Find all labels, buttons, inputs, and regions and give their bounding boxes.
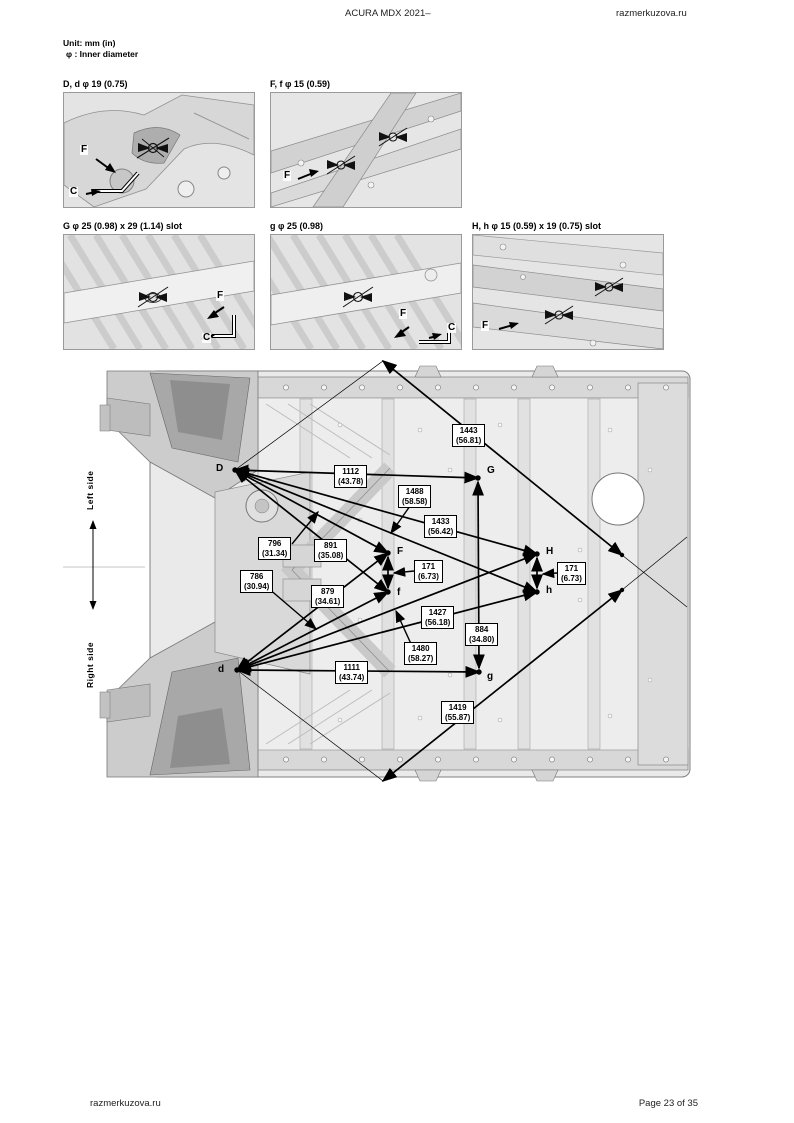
measurement-in: (43.74) xyxy=(339,672,365,682)
callout-F: F xyxy=(400,308,407,319)
left-side-label: Left side xyxy=(85,470,95,510)
detail-image-g xyxy=(270,234,462,350)
measurement-mm: 879 xyxy=(321,587,335,596)
measurement-mm: 1488 xyxy=(405,487,424,496)
measurement-mm: 1443 xyxy=(459,426,478,435)
detail-art-Dd xyxy=(64,93,254,207)
panel-title-Ff: F, f φ 15 (0.59) xyxy=(270,79,330,89)
units-line1: Unit: mm (in) xyxy=(63,38,116,48)
page-title: ACURA MDX 2021– xyxy=(345,8,431,19)
measurement-mm: 171 xyxy=(564,564,579,573)
units-line2: φ : Inner diameter xyxy=(66,48,139,59)
point-label-G: G xyxy=(487,465,495,476)
measurement-label xyxy=(311,585,344,608)
callout-F: F xyxy=(482,320,489,331)
measurement-in: (43.78) xyxy=(338,476,364,486)
measurement-mm: 891 xyxy=(324,541,338,550)
measurement-in: (34.80) xyxy=(469,634,495,644)
panel-title-g: g φ 25 (0.98) xyxy=(270,221,323,231)
measurement-in: (55.87) xyxy=(445,712,471,722)
measurement-label xyxy=(335,661,368,684)
measurement-mm: 1112 xyxy=(342,467,360,476)
point-label-g: g xyxy=(487,671,494,682)
page-number: Page 23 of 35 xyxy=(638,1098,698,1109)
callout-C: C xyxy=(203,332,211,343)
callout-C: C xyxy=(70,186,78,197)
measurement-in: (56.81) xyxy=(456,435,482,445)
measurement-label xyxy=(414,560,443,583)
callout-C: C xyxy=(448,322,456,333)
callout-F: F xyxy=(81,144,88,155)
measurement-in: (34.61) xyxy=(315,596,341,606)
panel-title-Hh: H, h φ 15 (0.59) x 19 (0.75) slot xyxy=(472,221,601,231)
site-link-footer[interactable]: razmerkuzova.ru xyxy=(90,1098,161,1109)
measurement-label xyxy=(258,537,291,560)
measurement-in: (35.08) xyxy=(318,550,344,560)
right-side-label: Right side xyxy=(85,641,95,688)
site-link-header[interactable]: razmerkuzova.ru xyxy=(616,8,687,19)
measurement-in: (6.73) xyxy=(561,573,582,583)
measurement-label xyxy=(557,562,586,585)
panel-title-G: G φ 25 (0.98) x 29 (1.14) slot xyxy=(63,221,182,231)
measurement-in: (56.42) xyxy=(428,526,454,536)
measurement-mm: 1427 xyxy=(428,608,447,617)
measurement-label xyxy=(334,465,367,488)
detail-image-Ff xyxy=(270,92,462,208)
point-label-f: f xyxy=(397,587,401,598)
measurement-in: (58.58) xyxy=(402,496,428,506)
measurement-label xyxy=(314,539,347,562)
measurement-label xyxy=(441,701,474,724)
point-label-d: d xyxy=(218,664,225,675)
measurement-mm: 171 xyxy=(421,562,436,571)
measurement-label xyxy=(465,623,498,646)
measurement-mm: 884 xyxy=(475,625,489,634)
detail-image-G xyxy=(63,234,255,350)
underbody-diagram xyxy=(0,352,794,792)
measurement-mm: 1480 xyxy=(411,644,430,653)
detail-image-Dd xyxy=(63,92,255,208)
measurement-in: (56.18) xyxy=(425,617,451,627)
measurement-mm: 786 xyxy=(250,572,264,581)
measurement-mm: 1111 xyxy=(343,663,360,672)
measurement-in: (31.34) xyxy=(262,548,288,558)
detail-image-Hh xyxy=(472,234,664,350)
measurement-label xyxy=(424,515,457,538)
side-axis-arrow xyxy=(63,521,145,609)
measurement-label xyxy=(452,424,485,447)
point-label-F: F xyxy=(397,546,404,557)
measurement-label xyxy=(404,642,437,665)
measurement-label xyxy=(240,570,273,593)
point-label-h: h xyxy=(546,585,553,596)
point-label-D: D xyxy=(216,463,224,474)
point-label-H: H xyxy=(546,546,554,557)
measurement-in: (58.27) xyxy=(408,653,434,663)
measurement-in: (30.94) xyxy=(244,581,270,591)
measurement-in: (6.73) xyxy=(418,571,439,581)
panel-title-Dd: D, d φ 19 (0.75) xyxy=(63,79,128,89)
detail-art-g xyxy=(271,235,461,349)
callout-F: F xyxy=(217,290,224,301)
measurement-mm: 1433 xyxy=(431,517,450,526)
measurement-mm: 796 xyxy=(268,539,282,548)
callout-F: F xyxy=(284,170,291,181)
detail-art-Hh xyxy=(473,235,663,349)
measurement-label xyxy=(398,485,431,508)
detail-art-Ff xyxy=(271,93,461,207)
detail-art-G xyxy=(64,235,254,349)
measurement-mm: 1419 xyxy=(448,703,467,712)
units-note xyxy=(63,38,138,59)
measurement-label xyxy=(421,606,454,629)
